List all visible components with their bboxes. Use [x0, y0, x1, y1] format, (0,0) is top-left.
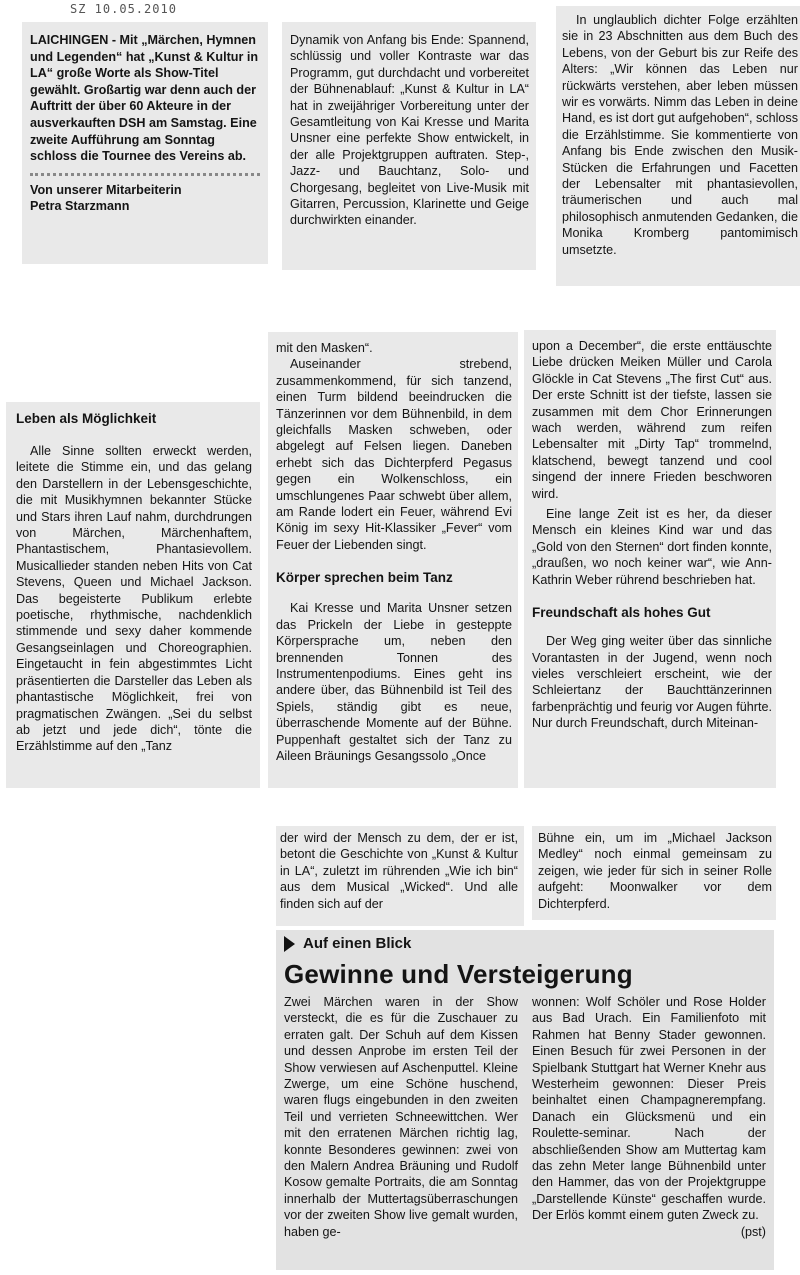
section-heading: Freundschaft als hohes Gut [532, 605, 711, 621]
box-title: Gewinne und Versteigerung [284, 959, 633, 989]
box-column-left [284, 994, 518, 1240]
lower-column2-text: der wird der Mensch zu dem, der er ist, betont die Geschichte von „Kunst & Kultur in LA“, zuletzt im rührenden „Wie ich bin“ aus dem Musical „Wicked“. Und alle finden sich auf der [280, 831, 518, 911]
middle-column2-p1: mit den Masken“. [276, 341, 373, 355]
middle-column3-p2: Eine lange Zeit ist es her, da dieser Mensch ein kleines Kind war und das „Gold von den Sternen“ dort finden konnte, „draußen, wo noch keiner war“, wie Ann-Kathrin Weber rührend beschrieben hat. [532, 507, 772, 587]
middle-column3-p1: upon a December“, die erste enttäuschte Liebe drücken Meiken Müller und Carola Glöckle in Cat Stevens „The first Cut“ aus. Der erste Schnitt ist der tiefste, lassen sie zusammen mit dem Chor Erinnerungen wach werden, während zum reifen Lebensalter mit „Dirty Tap“ trommelnd, klatschend, bewegt tanzend und cool singend der innere Frieden beschworen wird. [532, 339, 772, 501]
column2-top-text: Dynamik von Anfang bis Ende: Spannend, schlüssig und voller Kontraste war das Programm, gut durchdacht und vorbereitet der Bühnenablauf: „Kunst & Kultur in LA“ hat in zweijähriger Vorbereitung unter der Gesamtleitung von Kai Kresse und Marita Unsner eine perfekte Show entwickelt, in der alle Projektgruppen auftraten. Step-, Jazz- und Bauchtanz, Solo- und Chorgesang, begleitet von Live-Musik mit Gitarren, Percussion, Klarinette und Geige durchwirkten einander. [290, 33, 529, 228]
box-column-right [532, 994, 766, 1240]
middle-column3-clip [524, 330, 776, 788]
box-columns [284, 994, 766, 1240]
middle-column2-p2: Auseinander strebend, zusammenkommend, für sich tanzend, einen Turm bildend beeindrucken die Tänzerinnen vor dem Bühnenbild, in dem gleichfalls Masken schweben, oder abgelegt auf Felsen liegen. Daneben erhebt sich das Dichterpferd Pegasus gegen ein Wolkenschloss, ein umschlungenes Paar schwebt über allem, am Rande lodert ein Feuer, während Evi König im sexy Hit-Klassiker „Fever“ vom Feuer der Liebenden singt. [276, 357, 512, 552]
handwritten-date: SZ 10.05.2010 [70, 2, 177, 16]
column3-top-text: In unglaublich dichter Folge erzählten sie in 23 Abschnitten aus dem Buch des Lebens, von der Geburt bis zur Reife des Alters: „Wir können das Leben nur rückwärts verstehen, aber leben müssen wir es vorwärts. Nimm das Leben in deine Hand, es ist dort gut aufgehoben“, schloss die Erzählstimme. Sie kommentierte von Anfang bis Ende zwischen den Musik-Stücken die Erfahrungen und Facetten der Lebensalter mit phantasievollen, träumerischen und auch mal philosophisch anmutenden Gedanken, die Monika Kromberg pantomimisch umsetzte. [562, 13, 798, 257]
box-left-text: Zwei Märchen waren in der Show versteckt, die es für die Zuschauer zu erraten galt. Der Schuh auf dem Kissen und dessen Anprobe im ersten Teil der Show verwiesen auf Aschenputtel. Kleine Zwerge, um eine Schöne huschend, waren flugs eingebunden in den zweiten Teil und verrieten Schneewittchen. Wer mit den erratenen Märchen richtig lag, konnte Besonderes gewinnen: zwei von den Malern Andrea Bräuning und Rudolf Kosow gemalte Portraits, die am Sonntag innerhalb der Muttertagsüberraschungen vor der zweiten Show live gemalt wurden, haben ge- [284, 995, 518, 1239]
arrow-right-icon [284, 936, 295, 952]
lower-column3-clip [532, 826, 776, 920]
section-heading: Leben als Möglichkeit [16, 411, 157, 426]
lead-text: LAICHINGEN - Mit „Märchen, Hymnen und Legenden“ hat „Kunst & Kultur in LA“ große Worte als Show-Titel gewählt. Großartig war denn auch der Auftritt der über 60 Akteure in der ausverkauften DSH am Samstag. Eine zweite Aufführung am Sonntag schloss die Tournee des Vereins ab. [30, 33, 259, 164]
middle-column2-p3: Kai Kresse und Marita Unsner setzen das Prickeln der Liebe in gesteppte Körpersprache um, neben den brennenden Tonnen des Instrumentenpodiums. Eines geht ins andere über, das Bühnenbild ist Teil des Spiels, ständig gibt es neue, überraschende Momente auf der Bühne. Puppenhaft gestaltet sich der Tanz zu Aileen Bräunings Gesangssolo „Once [276, 601, 512, 763]
box-right-text: wonnen: Wolf Schöler und Rose Holder aus Bad Urach. Ein Familienfoto mit Rahmen hat Benny Stader gewonnen. Einen Besuch für zwei Personen in der Spielbank Stuttgart hat Werner Knehr aus Westerheim gewonnen: Dieser Preis beinhaltet einen Champagnerempfang. Danach ein Glücksmenü und ein Roulette-seminar. Nach der abschließenden Show am Muttertag kam das zehn Meter lange Bühnenbild unter den Hammer, das von der Projektgruppe „Darstellende Künste“ geschaffen wurde. Der Erlös kommt einem guten Zweck zu. [532, 995, 766, 1223]
middle-column2-clip [268, 332, 518, 788]
column2-top-clip [282, 22, 536, 270]
middle-column3-p3: Der Weg ging weiter über das sinnliche Vorantasten in der Jugend, wenn noch vieles verschleiert erscheint, wie der Schleiertanz der Bauchttänzerinnen farbenprächtig und feurig vor Augen führte. Nur durch Freundschaft, durch Miteinan- [532, 634, 772, 731]
section-leben-text: Alle Sinne sollten erweckt werden, leitete die Stimme ein, und das gelang den Darstellern in der Lebensgeschichte, die mit Musikhymnen bekannter Stücke und Stars ihren Lauf nahm, durchdrungen von Märchen, Märchenhaftem, Phantastischem, Phantasievollem. Musicallieder standen neben Hits von Cat Stevens, Queen und Michael Jackson. Das begeisterte Publikum erlebte poetische, rhythmische, nachdenklich stimmende und sexy daher kommende Gesangseinlagen und Choreographien. Eingetaucht in fein abgestimmtes Licht präsentierten die Darsteller das Leben als phantastische Möglichkeit, frei von pragmatischen Zwängen. „Sei du selbst ab jetzt und jede dich“, tönte die Erzählstimme auf den „Tanz [16, 444, 252, 754]
byline-line-2: Petra Starzmann [30, 199, 130, 214]
lower-column2-clip [276, 826, 524, 926]
box-kicker [284, 934, 766, 954]
separator [30, 173, 260, 176]
lower-column3-text: Bühne ein, um im „Michael Jackson Medley“ noch einmal gemeinsam zu zeigen, wie jeder für sich in seiner Rolle aufgeht: Moonwalker vor dem Dichterpferd. [538, 831, 772, 911]
section-heading: Körper sprechen beim Tanz [276, 570, 453, 586]
box-kicker-label: Auf einen Blick [303, 935, 412, 952]
box-signature: (pst) [740, 1224, 766, 1239]
byline-line-1: Von unserer Mitarbeiterin [30, 182, 182, 197]
info-box [276, 930, 774, 1270]
column3-top-clip [556, 6, 800, 286]
lead-clip [22, 22, 268, 264]
section-leben-clip [6, 402, 260, 788]
